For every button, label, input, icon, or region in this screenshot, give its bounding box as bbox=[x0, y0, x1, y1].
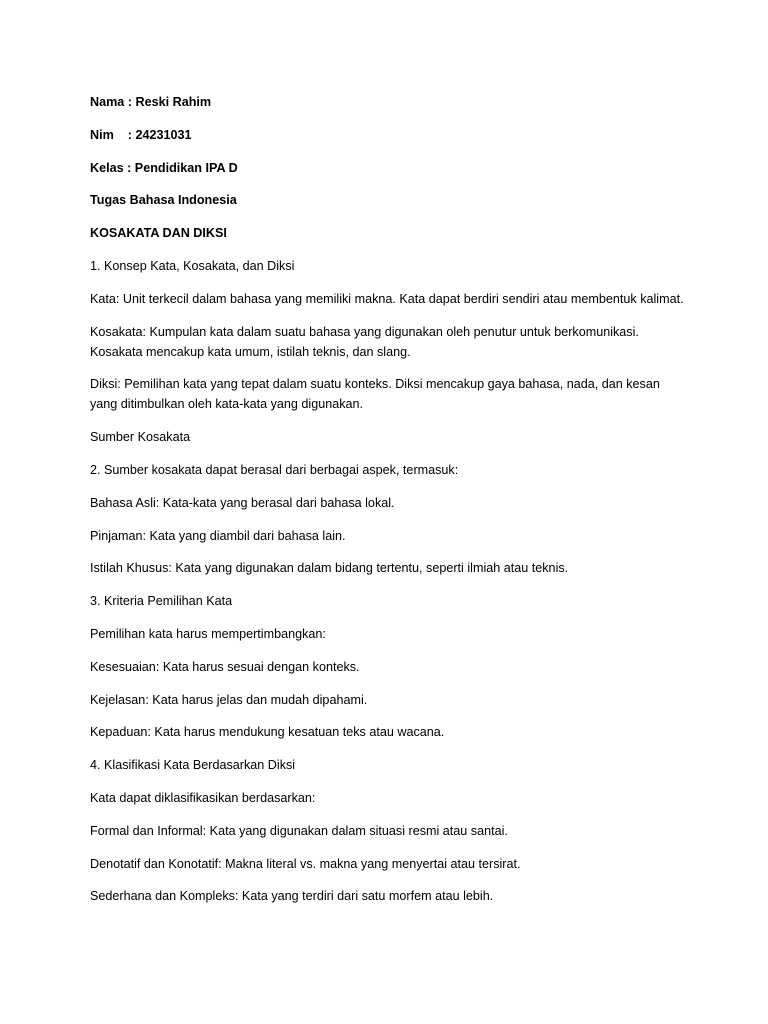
paragraph-sederhana-kompleks: Sederhana dan Kompleks: Kata yang terdiri dari satu morfem atau lebih. bbox=[90, 889, 494, 904]
student-nim: Nim : 24231031 bbox=[90, 127, 192, 142]
paragraph-diksi: Diksi: Pemilihan kata yang tepat dalam suatu konteks. Diksi mencakup gaya bahasa, nada, dan kesan yang ditimbulkan oleh kata-kata yang digunakan. bbox=[90, 377, 660, 412]
assignment-title: Tugas Bahasa Indonesia bbox=[90, 193, 237, 208]
student-class: Kelas : Pendidikan IPA D bbox=[90, 160, 238, 175]
paragraph-bahasa-asli: Bahasa Asli: Kata-kata yang berasal dari bahasa lokal. bbox=[90, 495, 395, 510]
student-name: Nama : Reski Rahim bbox=[90, 95, 212, 109]
paragraph-kejelasan: Kejelasan: Kata harus jelas dan mudah dipahami. bbox=[90, 692, 368, 707]
document-content bbox=[90, 92, 690, 919]
paragraph-kesesuaian: Kesesuaian: Kata harus sesuai dengan konteks. bbox=[90, 659, 360, 674]
paragraph-istilah-khusus: Istilah Khusus: Kata yang digunakan dalam bidang tertentu, seperti ilmiah atau teknis. bbox=[90, 561, 569, 576]
paragraph-kosakata: Kosakata: Kumpulan kata dalam suatu bahasa yang digunakan oleh penutur untuk berkomunikasi. Kosakata mencakup kata umum, istilah teknis, dan slang. bbox=[90, 324, 639, 359]
paragraph-denotatif-konotatif: Denotatif dan Konotatif: Makna literal vs. makna yang menyertai atau tersirat. bbox=[90, 856, 521, 871]
document-heading: KOSAKATA DAN DIKSI bbox=[90, 226, 227, 241]
section-heading-3: 3. Kriteria Pemilihan Kata bbox=[90, 594, 233, 609]
paragraph-pemilihan-kata: Pemilihan kata harus mempertimbangkan: bbox=[90, 626, 326, 641]
paragraph-kata: Kata: Unit terkecil dalam bahasa yang memiliki makna. Kata dapat berdiri sendiri atau membentuk kalimat. bbox=[90, 291, 684, 306]
paragraph-kepaduan: Kepaduan: Kata harus mendukung kesatuan teks atau wacana. bbox=[90, 725, 445, 740]
paragraph-formal-informal: Formal dan Informal: Kata yang digunakan dalam situasi resmi atau santai. bbox=[90, 823, 508, 838]
section-heading-2: 2. Sumber kosakata dapat berasal dari berbagai aspek, termasuk: bbox=[90, 462, 459, 477]
paragraph-pinjaman: Pinjaman: Kata yang diambil dari bahasa lain. bbox=[90, 528, 346, 543]
paragraph-klasifikasi: Kata dapat diklasifikasikan berdasarkan: bbox=[90, 790, 316, 805]
subheading-sumber-kosakata: Sumber Kosakata bbox=[90, 430, 191, 445]
section-heading-1: 1. Konsep Kata, Kosakata, dan Diksi bbox=[90, 258, 295, 273]
section-heading-4: 4. Klasifikasi Kata Berdasarkan Diksi bbox=[90, 758, 296, 773]
